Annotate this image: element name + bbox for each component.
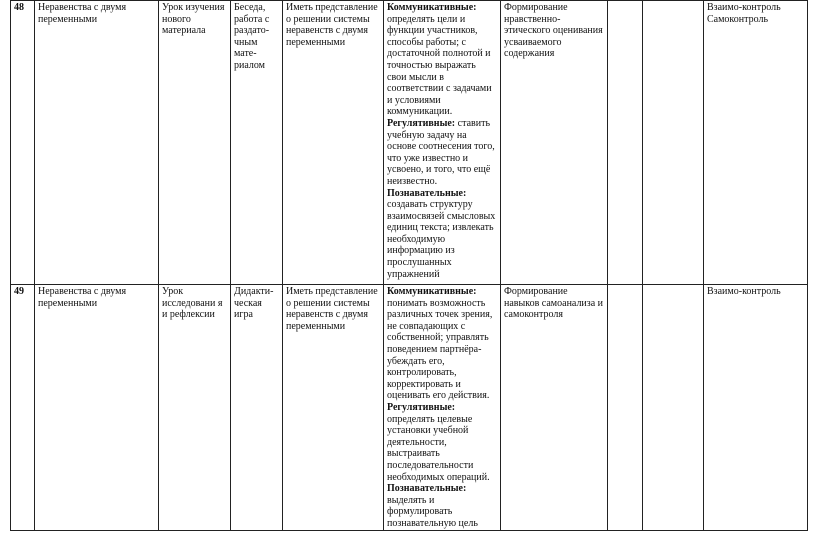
regulatory-title: Регулятивные: bbox=[387, 117, 456, 129]
regulatory-text: определять целевые установки учебной деятельности, выстраивать последовательности необходимых операций. bbox=[387, 413, 490, 483]
lesson-form: Беседа, работа с раздато-чным мате-риалом bbox=[231, 1, 283, 285]
cognitive-title: Познавательные: bbox=[387, 483, 467, 495]
lesson-topic: Неравенства с двумя переменными bbox=[35, 285, 159, 531]
cognitive-title: Познавательные: bbox=[387, 187, 467, 199]
table-row bbox=[11, 1, 808, 285]
empty-cell bbox=[608, 285, 643, 531]
lesson-plan-table bbox=[10, 0, 808, 531]
uud-cell bbox=[384, 285, 501, 531]
regulatory-title: Регулятивные: bbox=[387, 401, 456, 413]
communicative-title: Коммуникативные: bbox=[387, 286, 477, 297]
regulatory-text: ставить учебную задачу на основе соотнесения того, что уже известно и усвоено, и того, что ещё неизвестно. bbox=[387, 117, 495, 187]
control-form: Взаимо-контроль bbox=[704, 285, 808, 531]
lesson-type: Урок исследовани я и рефлексии bbox=[159, 285, 231, 531]
empty-cell bbox=[643, 1, 704, 285]
communicative-title: Коммуникативные: bbox=[387, 2, 477, 13]
lesson-number: 49 bbox=[11, 285, 35, 531]
uud-cell bbox=[384, 1, 501, 285]
empty-cell bbox=[643, 285, 704, 531]
lesson-goal: Иметь представление о решении системы неравенств с двумя переменными bbox=[283, 1, 384, 285]
lesson-topic: Неравенства с двумя переменными bbox=[35, 1, 159, 285]
table-row bbox=[11, 285, 808, 531]
personal-results: Формирование нравственно-этического оценивания усваиваемого содержания bbox=[501, 1, 608, 285]
empty-cell bbox=[608, 1, 643, 285]
cognitive-text: создавать структуру взаимосвязей смысловых единиц текста; извлекать необходимую информацию из прослушанных упражнений bbox=[387, 199, 496, 280]
communicative-text: понимать возможность различных точек зрения, не совпадающих с собственной; управлять поведением партнёра- убеждать его, контролировать, корректировать и оценивать его действия. bbox=[387, 297, 493, 402]
cognitive-text: выделять и формулировать познавательную цель bbox=[387, 494, 478, 529]
lesson-goal: Иметь представление о решении системы неравенств с двумя переменными bbox=[283, 285, 384, 531]
communicative-text: определять цели и функции участников, способы работы; с достаточной полнотой и точностью выражать свои мысли в соответствии с задачами и условиями коммуникации. bbox=[387, 13, 492, 118]
control-form: Взаимо-контроль Самоконтроль bbox=[704, 1, 808, 285]
lesson-form: Дидакти-ческая игра bbox=[231, 285, 283, 531]
personal-results: Формирование навыков самоанализа и самоконтроля bbox=[501, 285, 608, 531]
lesson-number: 48 bbox=[11, 1, 35, 285]
lesson-type: Урок изучения нового материала bbox=[159, 1, 231, 285]
